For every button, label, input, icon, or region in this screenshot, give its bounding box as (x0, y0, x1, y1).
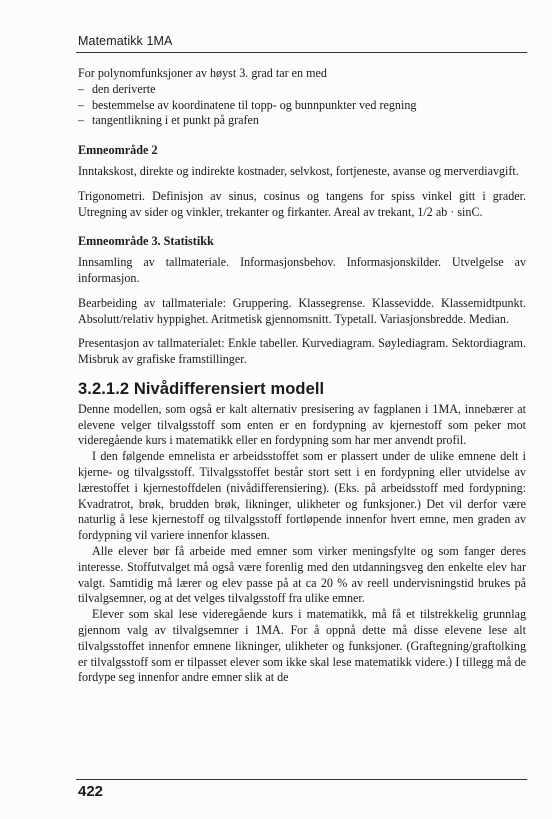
emne2-paragraph: Trigonometri. Definisjon av sinus, cosinus og tangens for spiss vinkel gitt i grader. Utregning av sider og vinkler, trekanter og firkanter. Areal av trekant, 1/2 ab · sinC. (78, 188, 526, 219)
section-paragraph: Elever som skal lese videregående kurs i matematikk, må få et tilstrekkelig grunnlag gjennom valg av tilvalgsemner i 1MA. For å oppnå dette må disse elevene lese alt tilvalgsstoffet innenfor emnene likninger, ulikheter og funksjoner. (Graftegning/graftolking er tilvalgsstoff som er tilpasset elever som ikke skal lese matematikk videre.) I tillegg må de fordype seg innenfor andre emner slik at de (78, 607, 526, 685)
emne3-paragraph: Presentasjon av tallmaterialet: Enkle tabeller. Kurvediagram. Søylediagram. Sektordiagram. Misbruk av grafiske framstillinger. (78, 336, 526, 367)
running-head: Matematikk 1MA (78, 34, 173, 48)
section-paragraph: I den følgende emnelista er arbeidsstoffet som er plassert under de ulike emnene delt i kjerne- og tilvalgsstoff. Tilvalgsstoffet består stort sett i en fordypning eller utvidelse av lærestoffet i kjernestoffdelen (nivådifferensiering). (Eks. på arbeidsstoff med fordypning: Kvadratrot, brøk, brudden brøk, likninger, ulikheter og funksjoner.) Det vil derfor være naturlig å lese kjernestoff og tilvalgsstoff fortløpende innenfor hvert emne, men graden av fordypning vil variere innenfor klassen. (78, 449, 526, 543)
emne3-paragraph: Innsamling av tallmateriale. Informasjonsbehov. Informasjonskilder. Utvelgelse av informasjon. (78, 255, 526, 285)
footer-rule (76, 779, 527, 780)
intro-list (78, 82, 526, 129)
page-body (78, 66, 526, 686)
section-heading: 3.2.1.2 Nivådifferensiert modell (78, 379, 325, 398)
intro-lead: For polynomfunksjoner av høyst 3. grad tar en med (78, 66, 327, 80)
section-paragraph: Denne modellen, som også er kalt alternativ presisering av fagplanen i 1MA, innebærer at elevene velger tilvalgsstoff som enten er en fordypning av kjernestoff som peker mot videregående kurs i matematikk eller en fordypning som har mer anvendt profil. (78, 401, 526, 448)
emne3-paragraph: Bearbeiding av tallmateriale: Gruppering. Klassegrense. Klassevidde. Klassemidtpunkt. Absolutt/relativ hyppighet. Aritmetisk gjennomsnitt. Typetall. Variasjonsbredde. Median. (78, 295, 526, 326)
emne2-heading: Emneområde 2 (78, 143, 158, 158)
emne3-heading: Emneområde 3. Statistikk (78, 234, 214, 249)
page-number: 422 (78, 783, 104, 800)
header-rule (76, 52, 527, 53)
list-item: – tangentlikning i et punkt på grafen (78, 113, 526, 129)
emne2-paragraph: Inntakskost, direkte og indirekte kostnader, selvkost, fortjeneste, avanse og merverdiavgift. (78, 163, 519, 178)
section-paragraph: Alle elever bør få arbeide med emner som virker meningsfylte og som fanger deres interesse. Stoffutvalget må også være forenlig med den utdanningsveg den enkelte elev har valgt. Samtidig må lærer og elev passe på at ca 20 % av reell undervisningstid brukes på tilvalgsemner, og at det velges tilvalgsstoff fra ulike emner. (78, 543, 526, 606)
list-item: – bestemmelse av koordinatene til topp- og bunnpunkter ved regning (78, 98, 526, 114)
list-item: – den deriverte (78, 82, 526, 98)
